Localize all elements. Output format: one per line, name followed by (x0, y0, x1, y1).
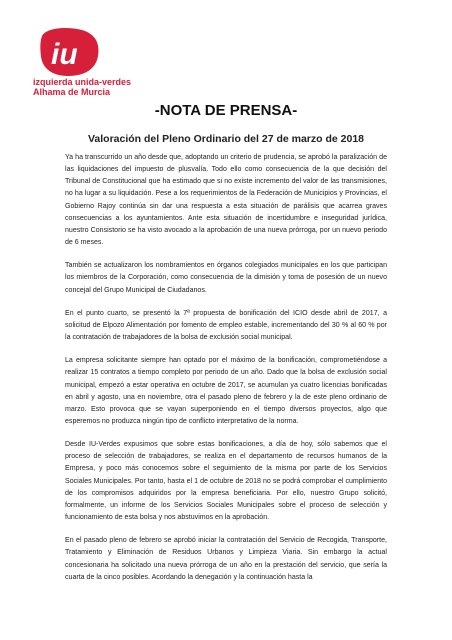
logo-text: iu (51, 38, 78, 71)
paragraph: Ya ha transcurrido un año desde que, adoptando un criterio de prudencia, se aprobó la paralización de las liquidaciones del impuesto de plusvalía. Todo ello como consecuencia de la que decisión del Tribunal de Constitucional que ha estimado que si no existe incremento del valor de las transmisiones, no ha lugar a su liquidación. Pese a los requerimientos de la Federación de Municipios y Provincias, el Gobierno Rajoy continúa sin dar una respuesta a esta situación de parálisis que acarrea graves consecuencias a los ayuntamientos. Ante esta situación de incertidumbre e inseguridad jurídica, nuestro Consistorio se ha visto avocado a la aprobación de una nueva prórroga, por un nuevo periodo de 6 meses. (65, 154, 387, 247)
org-line-1: izquierda unida-verdes (33, 77, 132, 87)
iu-logo-icon (38, 26, 102, 78)
paragraph: En el punto cuarto, se presentó la 7ª propuesta de bonificación del ICIO desde abril de 2017, a solicitud de Elpozo Alimentación por fomento de empleo estable, incrementando del 30 % al 60 % por la contratación de trabajadores de la bolsa de exclusión social municipal. (65, 309, 387, 342)
press-release-body (65, 152, 387, 595)
paragraph: También se actualizaron los nombramientos en órganos colegiados municipales en los que participan los miembros de la Corporación, como consecuencia de la dimisión y toma de posesión de un nuevo concejal del Grupo Municipal de Ciudadanos. (65, 262, 387, 294)
paragraph: En el pasado pleno de febrero se aprobó iniciar la contratación del Servicio de Recogida, Transporte, Tratamiento y Eliminación de Residuos Urbanos y Limpieza Viaria. Sin embargo la actual concesionaria ha solicitado una nueva prórroga de un año en la prestación del servicio, que sería la cuarta de la cinco posibles. Acordando la denegación y la continuación hasta la (65, 537, 387, 581)
organization-name (33, 77, 131, 97)
page-title: -NOTA DE PRENSA- (154, 102, 298, 119)
page-subtitle: Valoración del Pleno Ordinario del 27 de marzo de 2018 (87, 133, 364, 145)
paragraph: Desde IU-Verdes expusimos que sobre estas bonificaciones, a día de hoy, sólo sabemos que el proceso de selección de trabajadores, se realiza en el departamento de recursos humanos de la Empresa, y poco más conocemos sobre el seguimiento de la misma por parte de los Servicios Sociales Municipales. Por tanto, hasta el 1 de octubre de 2018 no se podrá comprobar el cumplimiento de los compromisos adquiridos por la empresa beneficiaria. Por ello, nuestro Grupo solicitó, formalmente, un informe de los Servicios Sociales Municipales sobre el proceso de selección y funcionamiento de esta bolsa y nos abstuvimos en la aprobación. (65, 441, 387, 522)
paragraph: La empresa solicitante siempre han optado por el máximo de la bonificación, comprometiéndose a realizar 15 contratos a tiempo completo por periodo de un año. Dado que la bolsa de exclusión social municipal, empezó a estar operativa en octubre de 2017, se acumulan ya cuatro licencias bonificadas en abril y agosto, una en noviembre, otra el pasado pleno de febrero y la de este pleno ordinario de marzo. Esto provoca que se vayan superponiendo en el tiempo diversos proyectos, algo que esperemos no produzca ningún tipo de conflicto interpretativo de la norma. (65, 357, 387, 425)
org-line-2: Alhama de Murcia (33, 87, 111, 97)
